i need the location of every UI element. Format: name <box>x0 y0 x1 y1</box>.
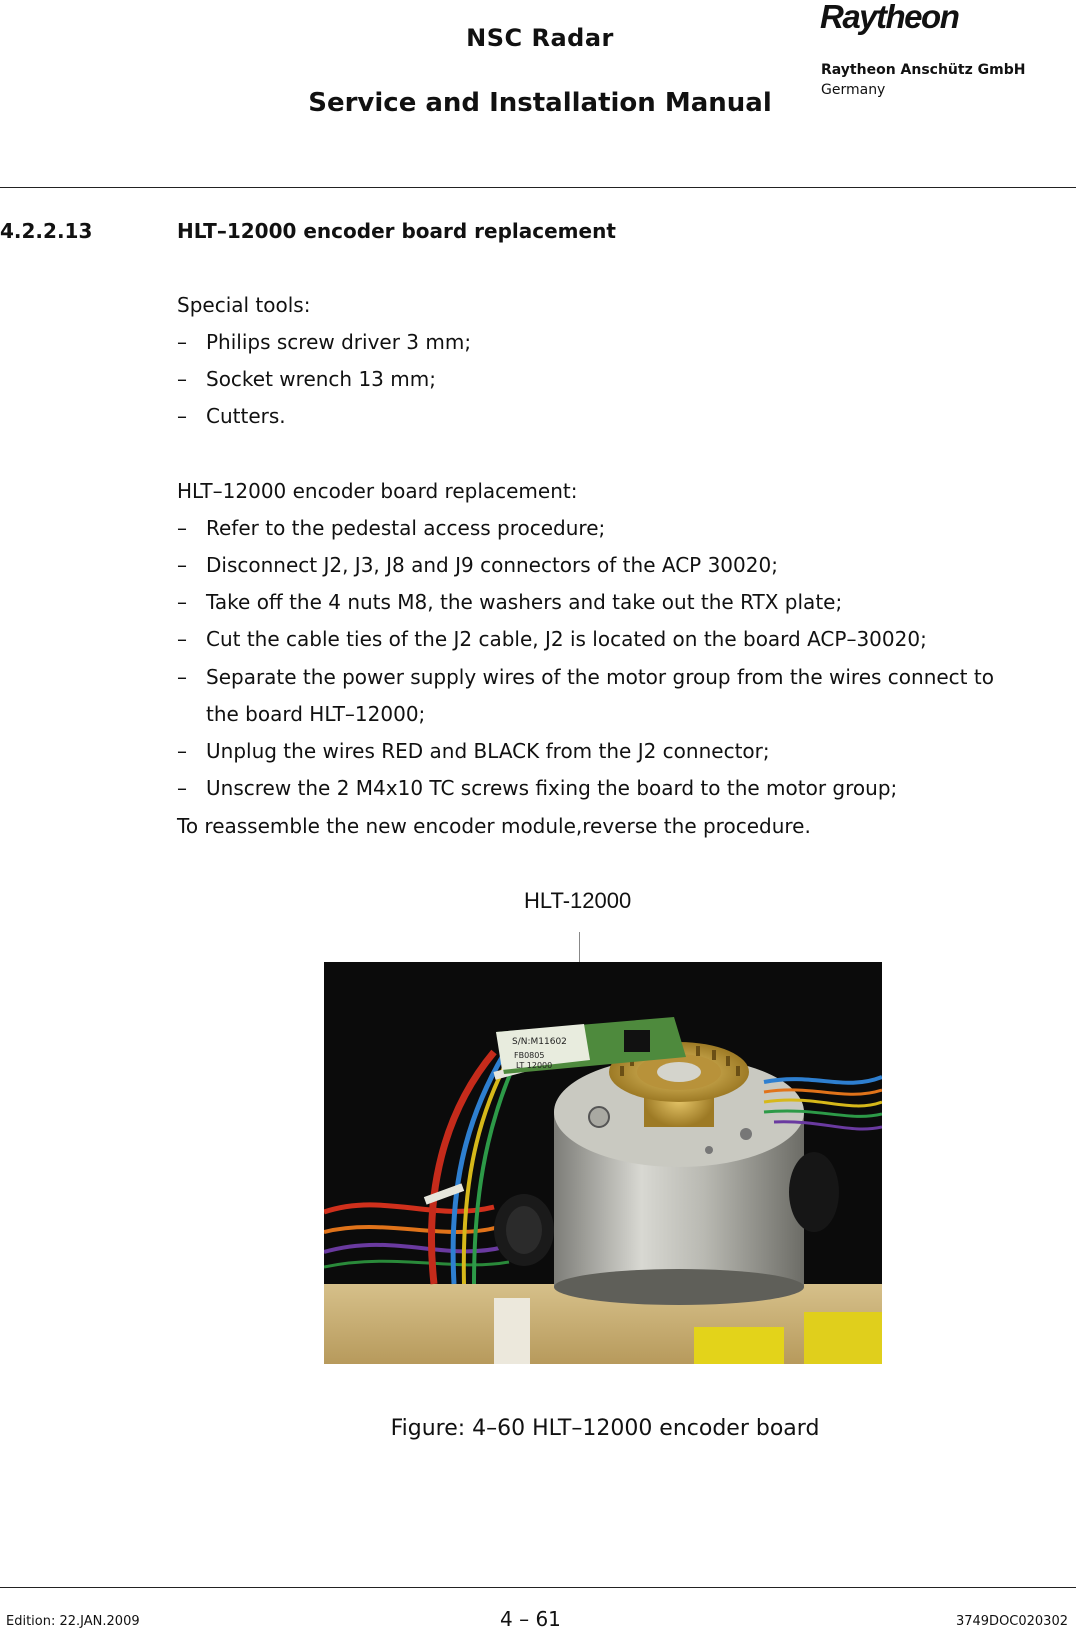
document-title: NSC Radar <box>466 24 614 52</box>
procedure-step: Cut the cable ties of the J2 cable, J2 is located on the board ACP–30020; <box>206 627 927 651</box>
encoder-board-photo <box>324 962 882 1364</box>
edition-date: Edition: 22.JAN.2009 <box>6 1614 140 1629</box>
company-country: Germany <box>821 82 886 98</box>
list-dash: – <box>177 516 187 540</box>
raytheon-logo: Raytheon <box>820 0 959 35</box>
page-number: 4 – 61 <box>500 1607 561 1631</box>
procedure-step: Disconnect J2, J3, J8 and J9 connectors of the ACP 30020; <box>206 553 778 577</box>
section-title: HLT–12000 encoder board replacement <box>177 219 616 243</box>
document-subtitle: Service and Installation Manual <box>308 88 772 118</box>
pcb-code-text: FB0805 <box>514 1051 545 1060</box>
section-number: 4.2.2.13 <box>0 219 93 243</box>
list-dash: – <box>177 404 187 428</box>
pcb-serial-text: S/N:M11602 <box>512 1037 567 1047</box>
tool-item: Socket wrench 13 mm; <box>206 367 436 391</box>
tool-item: Philips screw driver 3 mm; <box>206 330 472 354</box>
figure-caption: Figure: 4–60 HLT–12000 encoder board <box>390 1416 820 1441</box>
tools-heading: Special tools: <box>177 293 311 317</box>
list-dash: – <box>177 590 187 614</box>
list-dash: – <box>177 665 187 689</box>
list-dash: – <box>177 627 187 651</box>
footer-divider <box>0 1587 1076 1588</box>
procedure-step: Separate the power supply wires of the motor group from the wires connect to <box>206 665 994 689</box>
list-dash: – <box>177 739 187 763</box>
document-id: 3749DOC020302 <box>955 1614 1068 1629</box>
company-name: Raytheon Anschütz GmbH <box>821 62 1026 78</box>
procedure-step: Take off the 4 nuts M8, the washers and take out the RTX plate; <box>206 590 843 614</box>
procedure-step: Unscrew the 2 M4x10 TC screws fixing the board to the motor group; <box>206 776 898 800</box>
list-dash: – <box>177 367 187 391</box>
procedure-step: Unplug the wires RED and BLACK from the J2 connector; <box>206 739 770 763</box>
procedure-closing: To reassemble the new encoder module,reverse the procedure. <box>177 814 811 838</box>
list-dash: – <box>177 553 187 577</box>
callout-leader-line <box>579 932 580 962</box>
procedure-step-continuation: the board HLT–12000; <box>206 702 426 726</box>
pcb-model-text: LT 12000 <box>516 1061 553 1070</box>
procedure-step: Refer to the pedestal access procedure; <box>206 516 606 540</box>
procedure-heading: HLT–12000 encoder board replacement: <box>177 479 578 503</box>
header-divider <box>0 187 1076 188</box>
tool-item: Cutters. <box>206 404 286 428</box>
list-dash: – <box>177 330 187 354</box>
figure-callout-label: HLT-12000 <box>524 888 632 913</box>
list-dash: – <box>177 776 187 800</box>
